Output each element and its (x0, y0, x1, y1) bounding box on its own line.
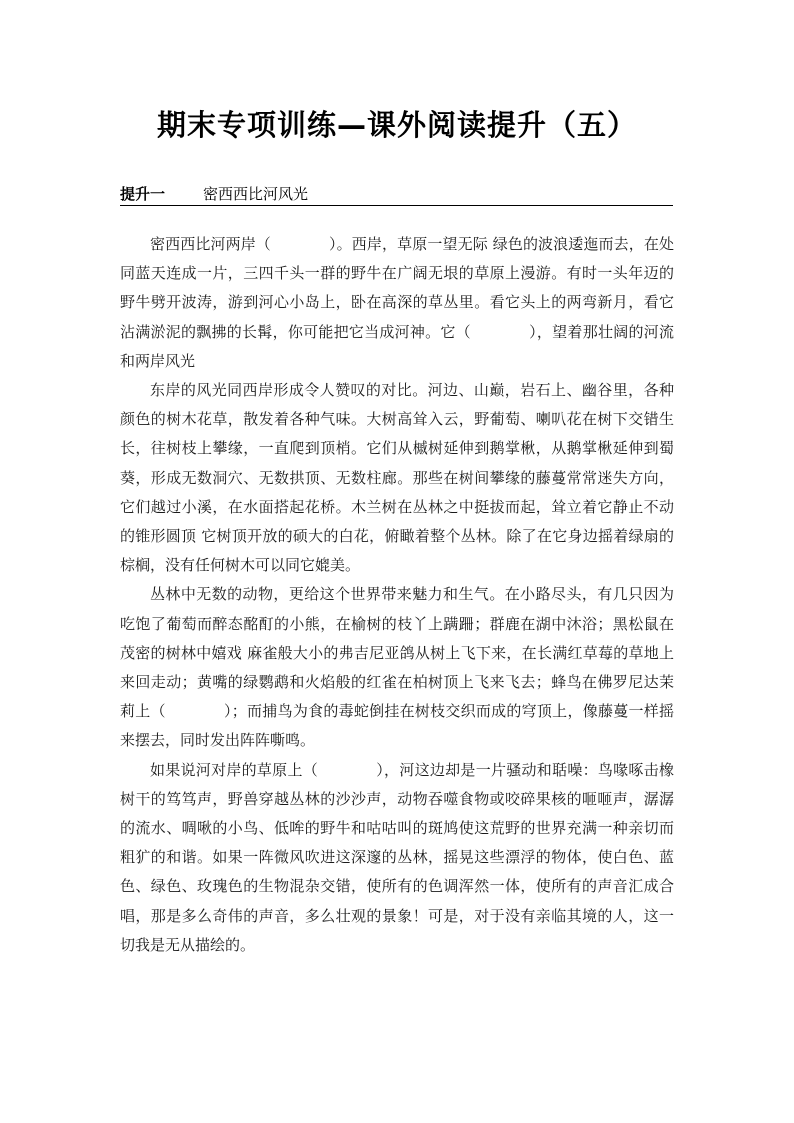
section-name: 密西西比河风光 (203, 185, 309, 203)
reading-passage (120, 230, 674, 960)
paragraph-text: ）。西岸，草原一望无际 绿色的波浪逶迤而去，在处同蓝天连成一片，三四千头一群的野牛在广阔无垠的草原上漫游。有时一头年迈的野牛劈开波涛，游到河心小岛上，卧在高深的草丛里。看它头上的两弯新月，看它沾满淤泥的飘拂的长髯，你可能把它当成河神。它（ (120, 235, 674, 341)
paragraph-1 (120, 230, 674, 376)
section-heading (120, 183, 673, 206)
paragraph-3 (120, 580, 674, 755)
paragraph-text: 东岸的风光同西岸形成令人赞叹的对比。河边、山巅，岩石上、幽谷里，各种颜色的树木花草，散发着各种气味。大树高耸入云，野葡萄、喇叭花在树下交错生长，往树枝上攀缘，一直爬到顶梢。它们从槭树延伸到鹅掌楸，从鹅掌楸延伸到蜀葵，形成无数洞穴、无数拱顶、无数柱廊。那些在树间攀缘的藤蔓常常迷失方向，它们越过小溪，在水面搭起花桥。木兰树在丛林之中挺拔而起，耸立着它静止不动的锥形圆顶 它树顶开放的硕大的白花，俯瞰着整个丛林。除了在它身边摇着绿扇的棕榈，没有任何树木可以同它媲美。 (120, 381, 674, 575)
paragraph-text: 如果说河对岸的草原上（ (150, 760, 319, 779)
paragraph-2 (120, 376, 674, 580)
paragraph-text: ），河这边却是一片骚动和聒噪：鸟喙啄击橡树干的笃笃声，野兽穿越丛林的沙沙声，动物吞噬食物或咬碎果核的咂咂声，潺潺的流水、啁啾的小鸟、低哞的野牛和咕咕叫的斑鸠使这荒野的世界充满一种亲切而粗犷的和谐。如果一阵微风吹进这深邃的丛林，摇晃这些漂浮的物体，使白色、蓝色、绿色、玫瑰色的生物混杂交错，使所有的色调浑然一体，使所有的声音汇成合唱，那是多么奇伟的声音，多么壮观的景象！可是，对于没有亲临其境的人，这一切我是无从描绘的。 (120, 760, 674, 954)
paragraph-4 (120, 756, 674, 960)
paragraph-text: 密西西比河两岸（ (150, 235, 271, 253)
paragraph-text: 丛林中无数的动物，更给这个世界带来魅力和生气。在小路尽头，有几只因为吃饱了葡萄而醉态酩酊的小熊，在榆树的枝丫上蹒跚；群鹿在湖中沐浴；黑松鼠在茂密的树林中嬉戏 麻雀般大小的弗吉尼亚鸽从树上飞下来，在长满红草莓的草地上来回走动；黄嘴的绿鹦鹉和火焰般的红雀在柏树顶上飞来飞去；蜂鸟在佛罗尼达茉莉上（ (120, 585, 674, 721)
section-tag: 提升一 (120, 185, 166, 203)
document-title: 期末专项训练—课外阅读提升（五） (156, 108, 637, 142)
paragraph-text: ）；而捕鸟为食的毒蛇倒挂在树枝交织而成的穹顶上，像藤蔓一样摇来摆去，同时发出阵阵嘶鸣。 (120, 702, 674, 750)
paragraph-text: ），望着那壮阔的河流和两岸风光 (120, 322, 674, 370)
